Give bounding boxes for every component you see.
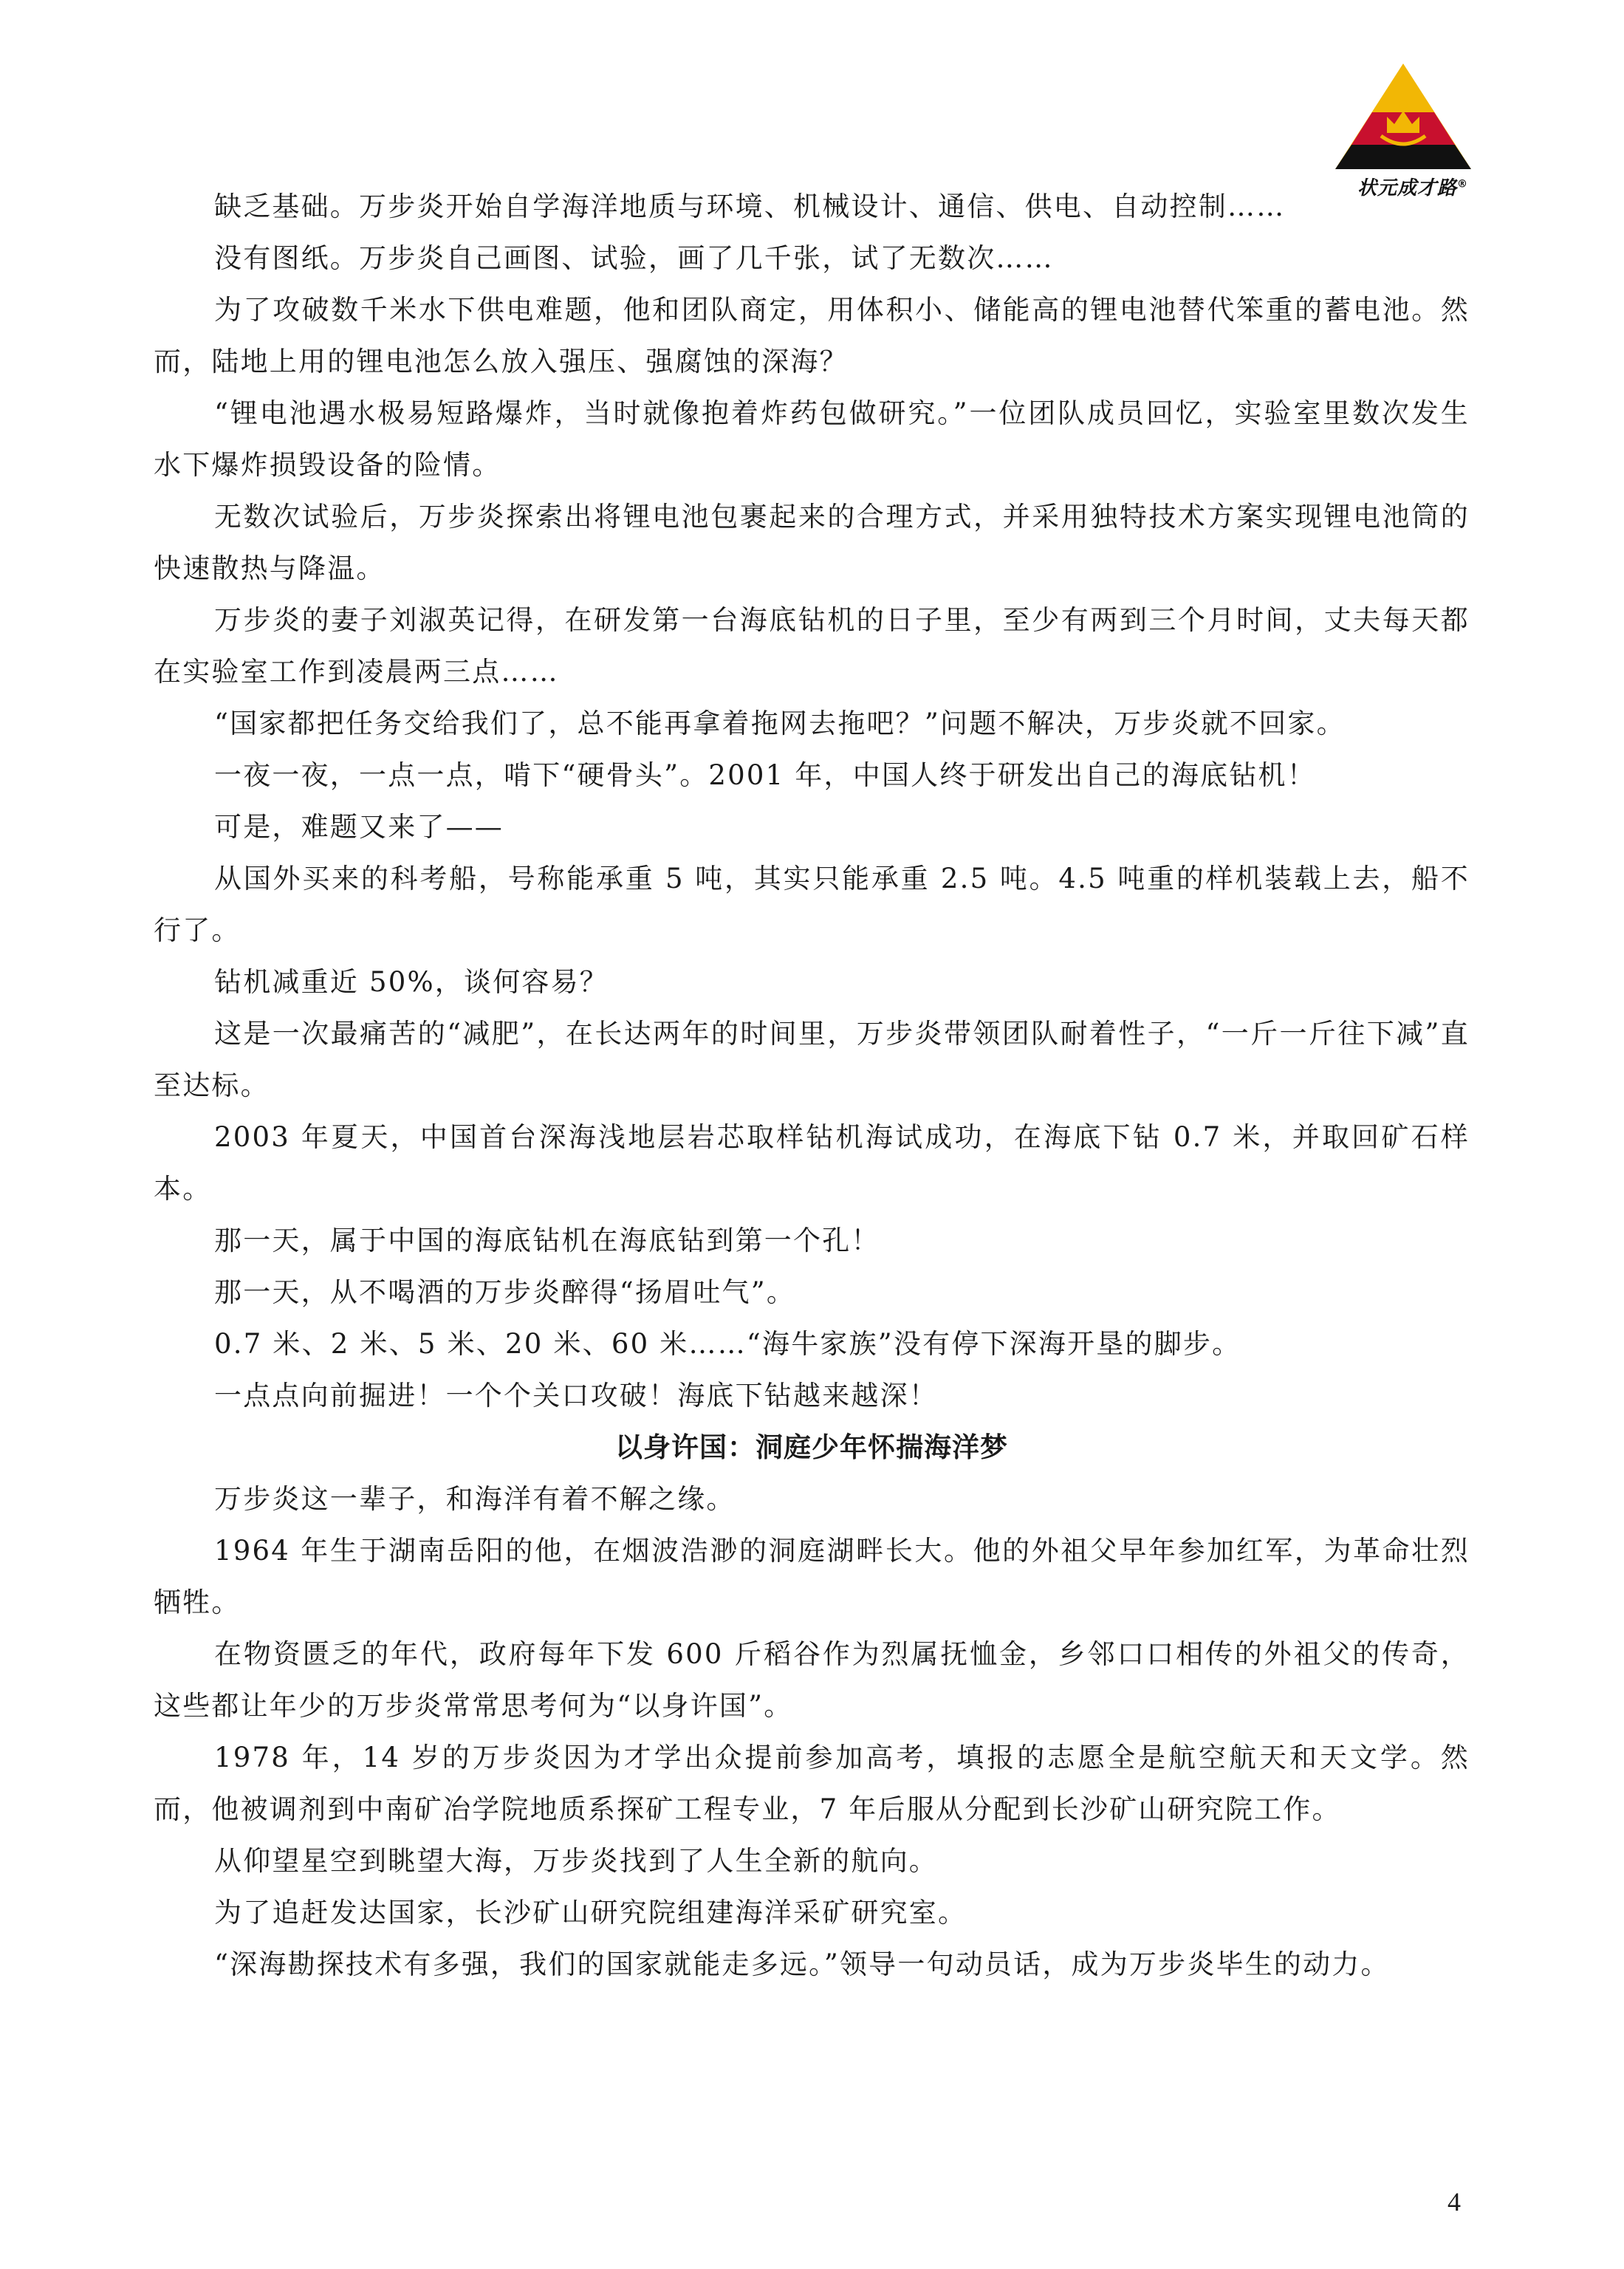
paragraph: “深海勘探技术有多强，我们的国家就能走多远。”领导一句动员话，成为万步炎毕生的动力。: [214, 1948, 1390, 1980]
paragraph: 1964 年生于湖南岳阳的他，在烟波浩渺的洞庭湖畔长大。他的外祖父早年参加红军，为革命壮烈牺牲。: [154, 1535, 1470, 1618]
paragraph: 从国外买来的科考船，号称能承重 5 吨，其实只能承重 2.5 吨。4.5 吨重的样机装载上去，船不行了。: [154, 863, 1470, 946]
paragraph: 那一天，属于中国的海底钻机在海底钻到第一个孔！: [214, 1225, 880, 1256]
paragraph: 0.7 米、2 米、5 米、20 米、60 米……“海牛家族”没有停下深海开垦的脚步。: [214, 1328, 1241, 1360]
paragraph: 那一天，从不喝酒的万步炎醉得“扬眉吐气”。: [214, 1276, 796, 1308]
paragraph: 这是一次最痛苦的“减肥”，在长达两年的时间里，万步炎带领团队耐着性子，“一斤一斤往下减”直至达标。: [154, 1018, 1470, 1101]
paragraph: 从仰望星空到眺望大海，万步炎找到了人生全新的航向。: [214, 1845, 938, 1877]
paragraph: 没有图纸。万步炎自己画图、试验，画了几千张，试了无数次……: [214, 242, 1054, 274]
paragraph: 无数次试验后，万步炎探索出将锂电池包裹起来的合理方式，并采用独特技术方案实现锂电池筒的快速散热与降温。: [154, 501, 1470, 584]
logo-emblem-icon: [1329, 62, 1477, 173]
paragraph: 为了攻破数千米水下供电难题，他和团队商定，用体积小、储能高的锂电池替代笨重的蓄电池。然而，陆地上用的锂电池怎么放入强压、强腐蚀的深海？: [154, 294, 1470, 377]
paragraph: 一点点向前掘进！一个个关口攻破！海底下钻越来越深！: [214, 1380, 938, 1411]
paragraph: “国家都把任务交给我们了，总不能再拿着拖网去拖吧？”问题不解决，万步炎就不回家。: [214, 708, 1346, 739]
paragraph: 2003 年夏天，中国首台深海浅地层岩芯取样钻机海试成功，在海底下钻 0.7 米，并取回矿石样本。: [154, 1121, 1470, 1205]
paragraph: 万步炎的妻子刘淑英记得，在研发第一台海底钻机的日子里，至少有两到三个月时间，丈夫每天都在实验室工作到凌晨两三点……: [154, 604, 1470, 688]
section-heading: 以身许国：洞庭少年怀揣海洋梦: [615, 1431, 1008, 1463]
paragraph: 一夜一夜，一点一点，啃下“硬骨头”。2001 年，中国人终于研发出自己的海底钻机！: [214, 759, 1316, 791]
paragraph: 缺乏基础。万步炎开始自学海洋地质与环境、机械设计、通信、供电、自动控制……: [214, 191, 1286, 222]
paragraph: “锂电池遇水极易短路爆炸，当时就像抱着炸药包做研究。”一位团队成员回忆，实验室里数次发生水下爆炸损毁设备的险情。: [154, 397, 1470, 481]
logo-registered-mark: ®: [1457, 178, 1468, 191]
publisher-logo: [1329, 62, 1477, 199]
paragraph: 1978 年，14 岁的万步炎因为才学出众提前参加高考，填报的志愿全是航空航天和天文学。然而，他被调剂到中南矿冶学院地质系探矿工程专业，7 年后服从分配到长沙矿山研究院工作。: [154, 1742, 1470, 1825]
paragraph: 万步炎这一辈子，和海洋有着不解之缘。: [214, 1483, 736, 1515]
logo-text: 状元成才路: [1357, 177, 1457, 199]
paragraph: 为了追赶发达国家，长沙矿山研究院组建海洋采矿研究室。: [214, 1897, 967, 1929]
paragraph: 在物资匮乏的年代，政府每年下发 600 斤稻谷作为烈属抚恤金，乡邻口口相传的外祖父的传奇，这些都让年少的万步炎常常思考何为“以身许国”。: [154, 1638, 1470, 1722]
article-body: [154, 181, 1470, 1991]
page-number: 4: [1447, 2187, 1461, 2217]
paragraph: 可是，难题又来了——: [214, 811, 504, 843]
paragraph: 钻机减重近 50%，谈何容易？: [214, 966, 609, 998]
